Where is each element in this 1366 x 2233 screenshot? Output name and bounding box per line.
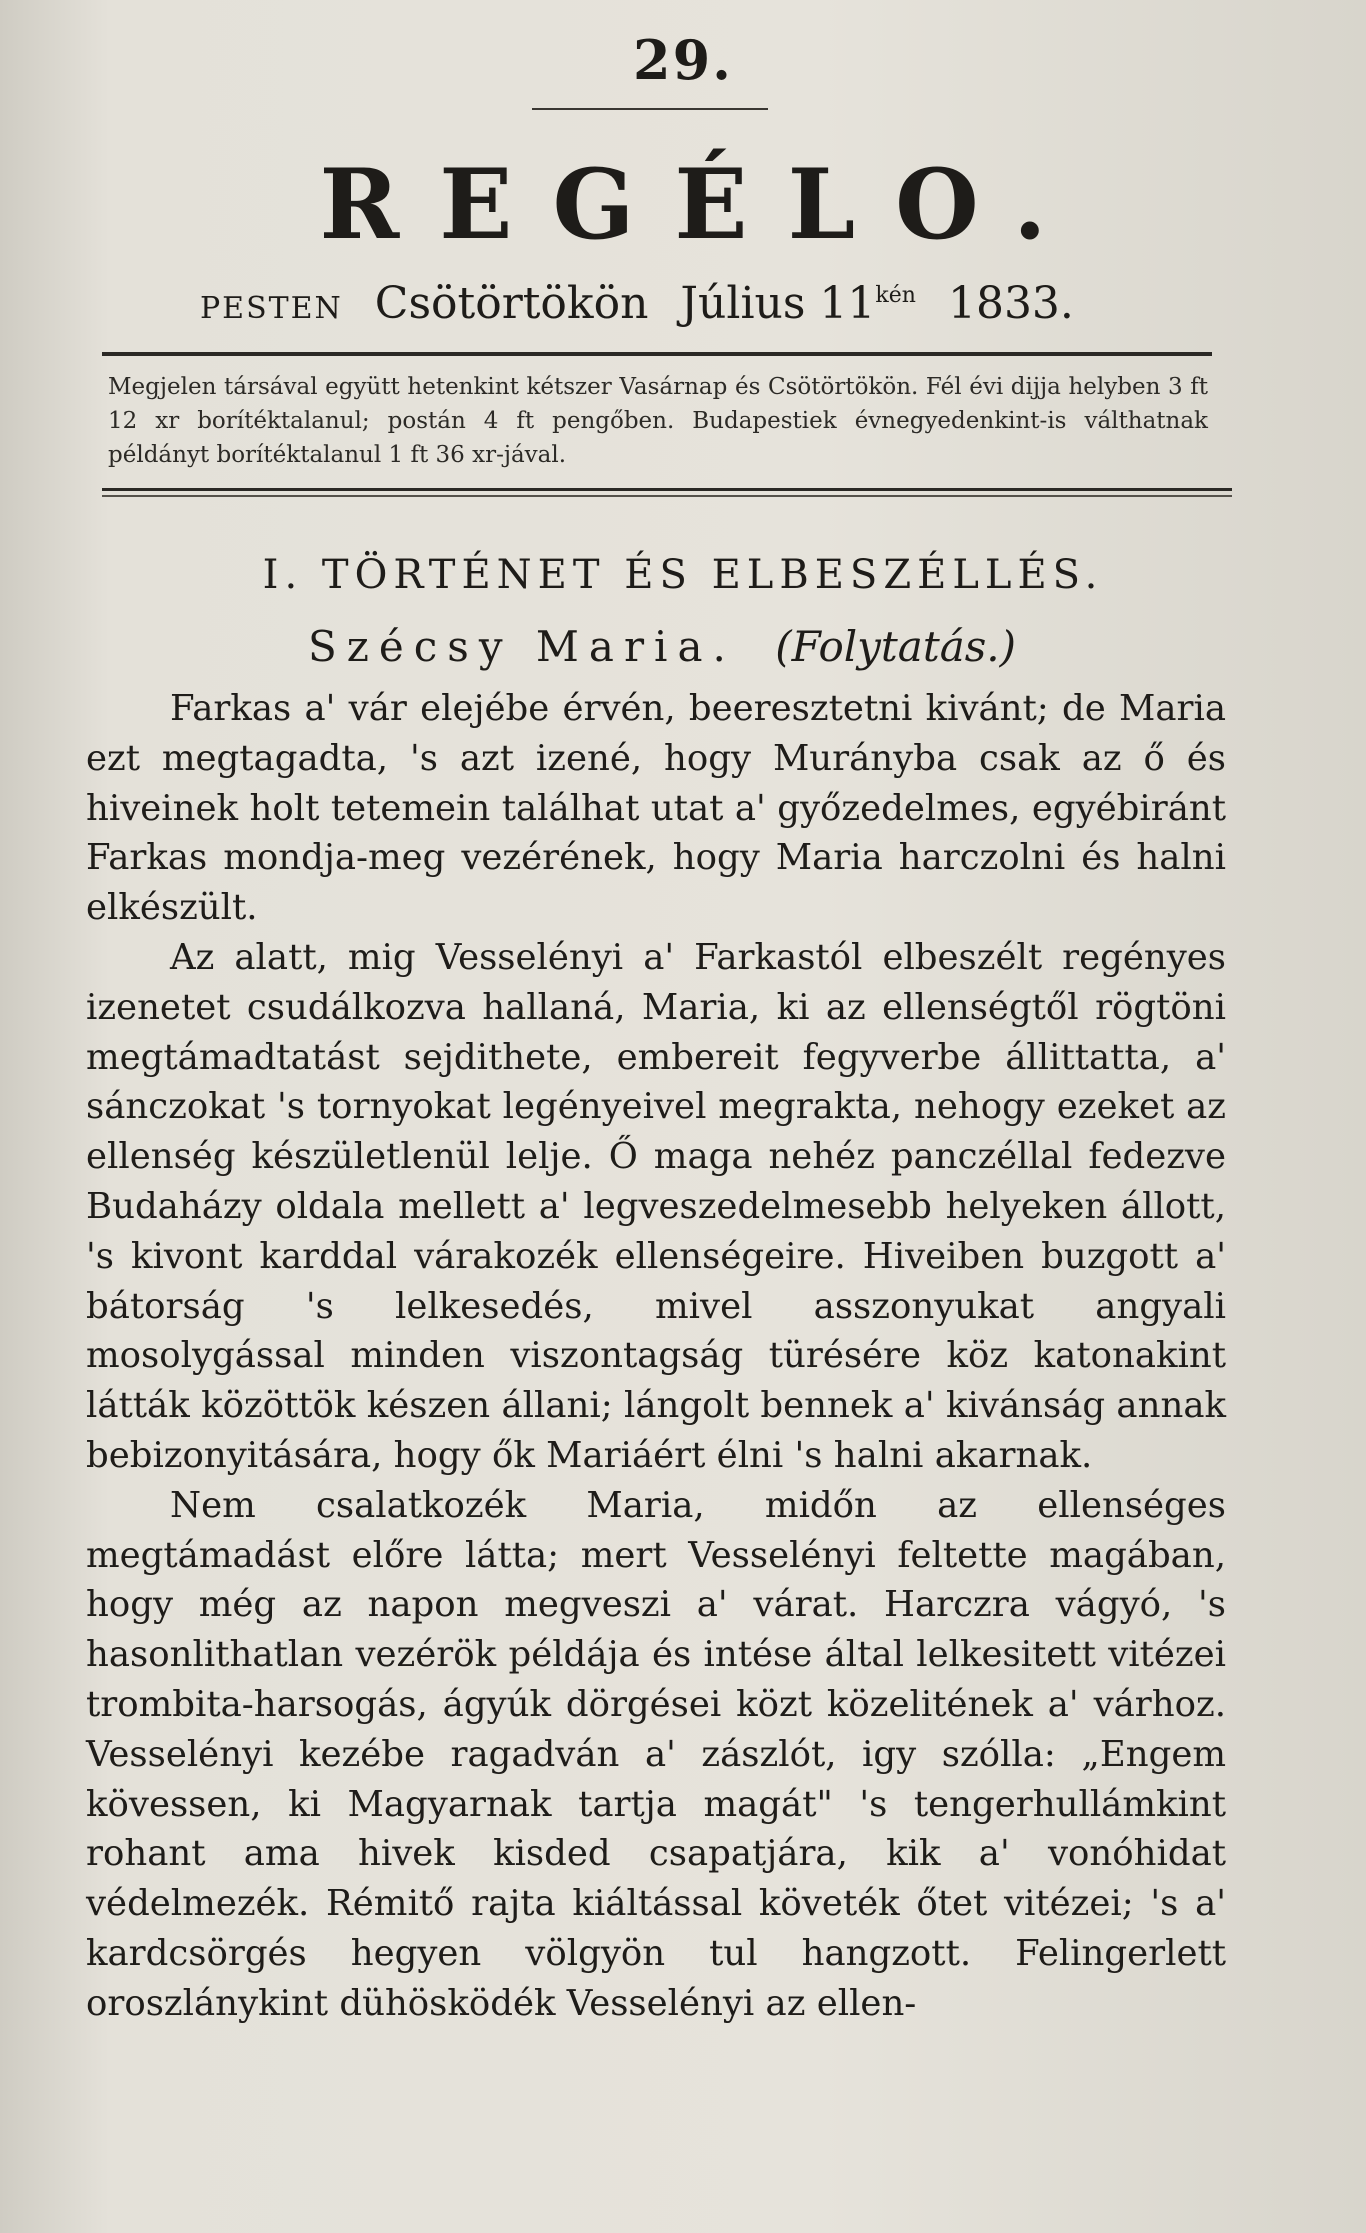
dateline (200, 278, 1170, 329)
story-title-name: Szécsy Maria. (308, 622, 736, 671)
issue-number: 29. (633, 28, 733, 92)
section-heading: I. TÖRTÉNET ÉS ELBESZÉLLÉS. (262, 552, 1104, 598)
subscription-notice: Megjelen társával együtt hetenkint kétszer Vasárnap és Csötörtökön. Fél évi dijja helyben 3 ft 12 xr borítéktalanul; postán 4 ft pengőben. Budapestiek évnegyedenkint-is válthatnak példányt borítéktalanul 1 ft 36 xr-jával. (108, 374, 1208, 468)
article-body (86, 684, 1226, 2029)
story-continuation: (Folytatás.) (775, 622, 1017, 671)
notice-rule (102, 488, 1232, 497)
dateline-year: 1833. (947, 278, 1074, 329)
paragraph: Az alatt, mig Vesselényi a' Farkastól elbeszélt regényes izenetet csudálkozva hallaná, Maria, ki az ellenségtől rögtöni megtámadtatást sejdithete, embereit fegyverbe állittatta, a' sánczokat 's tornyokat legényeivel megrakta, nehogy ezeket az ellenség készületlenül lelje. Ő maga nehéz panczéllal fedezve Budaházy oldala mellett a' legveszedelmesebb helyeken állott, 's kivont karddal várakozék ellenségeire. Hiveiben buzgott a' bátorság 's lelkesedés, mivel asszonyukat angyali mosolygással minden viszontagság türésére köz katonakint látták közöttök készen állani; lángolt bennek a' kivánság annak bebizonyitására, hogy ők Mariáért élni 's halni akarnak. (86, 936, 1226, 1476)
paragraph: Nem csalatkozék Maria, midőn az ellenséges megtámadást előre látta; mert Vesselényi feltette magában, hogy még az napon megveszi a' várat. Harczra vágyó, 's hasonlithatlan vezérök példája és intése által lelkesitett vitézei trombita-harsogás, ágyúk dörgései közt közelitének a' várhoz. Vesselényi kezébe ragadván a' zászlót, igy szólla: „Engem kövessen, ki Magyarnak tartja magát" 's tengerhullámkint rohant ama hivek kisded csapatjára, kik a' vonóhidat védelmezék. Rémitő rajta kiáltással követék őtet vitézei; 's a' kardcsörgés hegyen völgyön tul hangzott. Felingerlett oroszlánykint dühösködék Vesselényi az ellen- (86, 1484, 1226, 2024)
dateline-month-day: Július 11 (680, 278, 876, 329)
header-rule (102, 352, 1212, 356)
issue-number-rule (532, 108, 768, 110)
dateline-weekday: Csötörtökön (374, 278, 649, 329)
paragraph: Farkas a' vár elejébe érvén, beeresztetni kivánt; de Maria ezt megtagadta, 's azt izené, hogy Murányba csak az ő és hiveinek holt tetemein találhat utat a' győzedelmes, egyébiránt Farkas mondja-meg vezérének, hogy Maria harczolni és halni elkészült. (86, 688, 1226, 929)
dateline-day-suffix: kén (875, 283, 916, 309)
masthead-title: REGÉLO. (319, 148, 1087, 261)
story-title (308, 622, 1208, 671)
dateline-city: PESTEN (200, 291, 343, 326)
